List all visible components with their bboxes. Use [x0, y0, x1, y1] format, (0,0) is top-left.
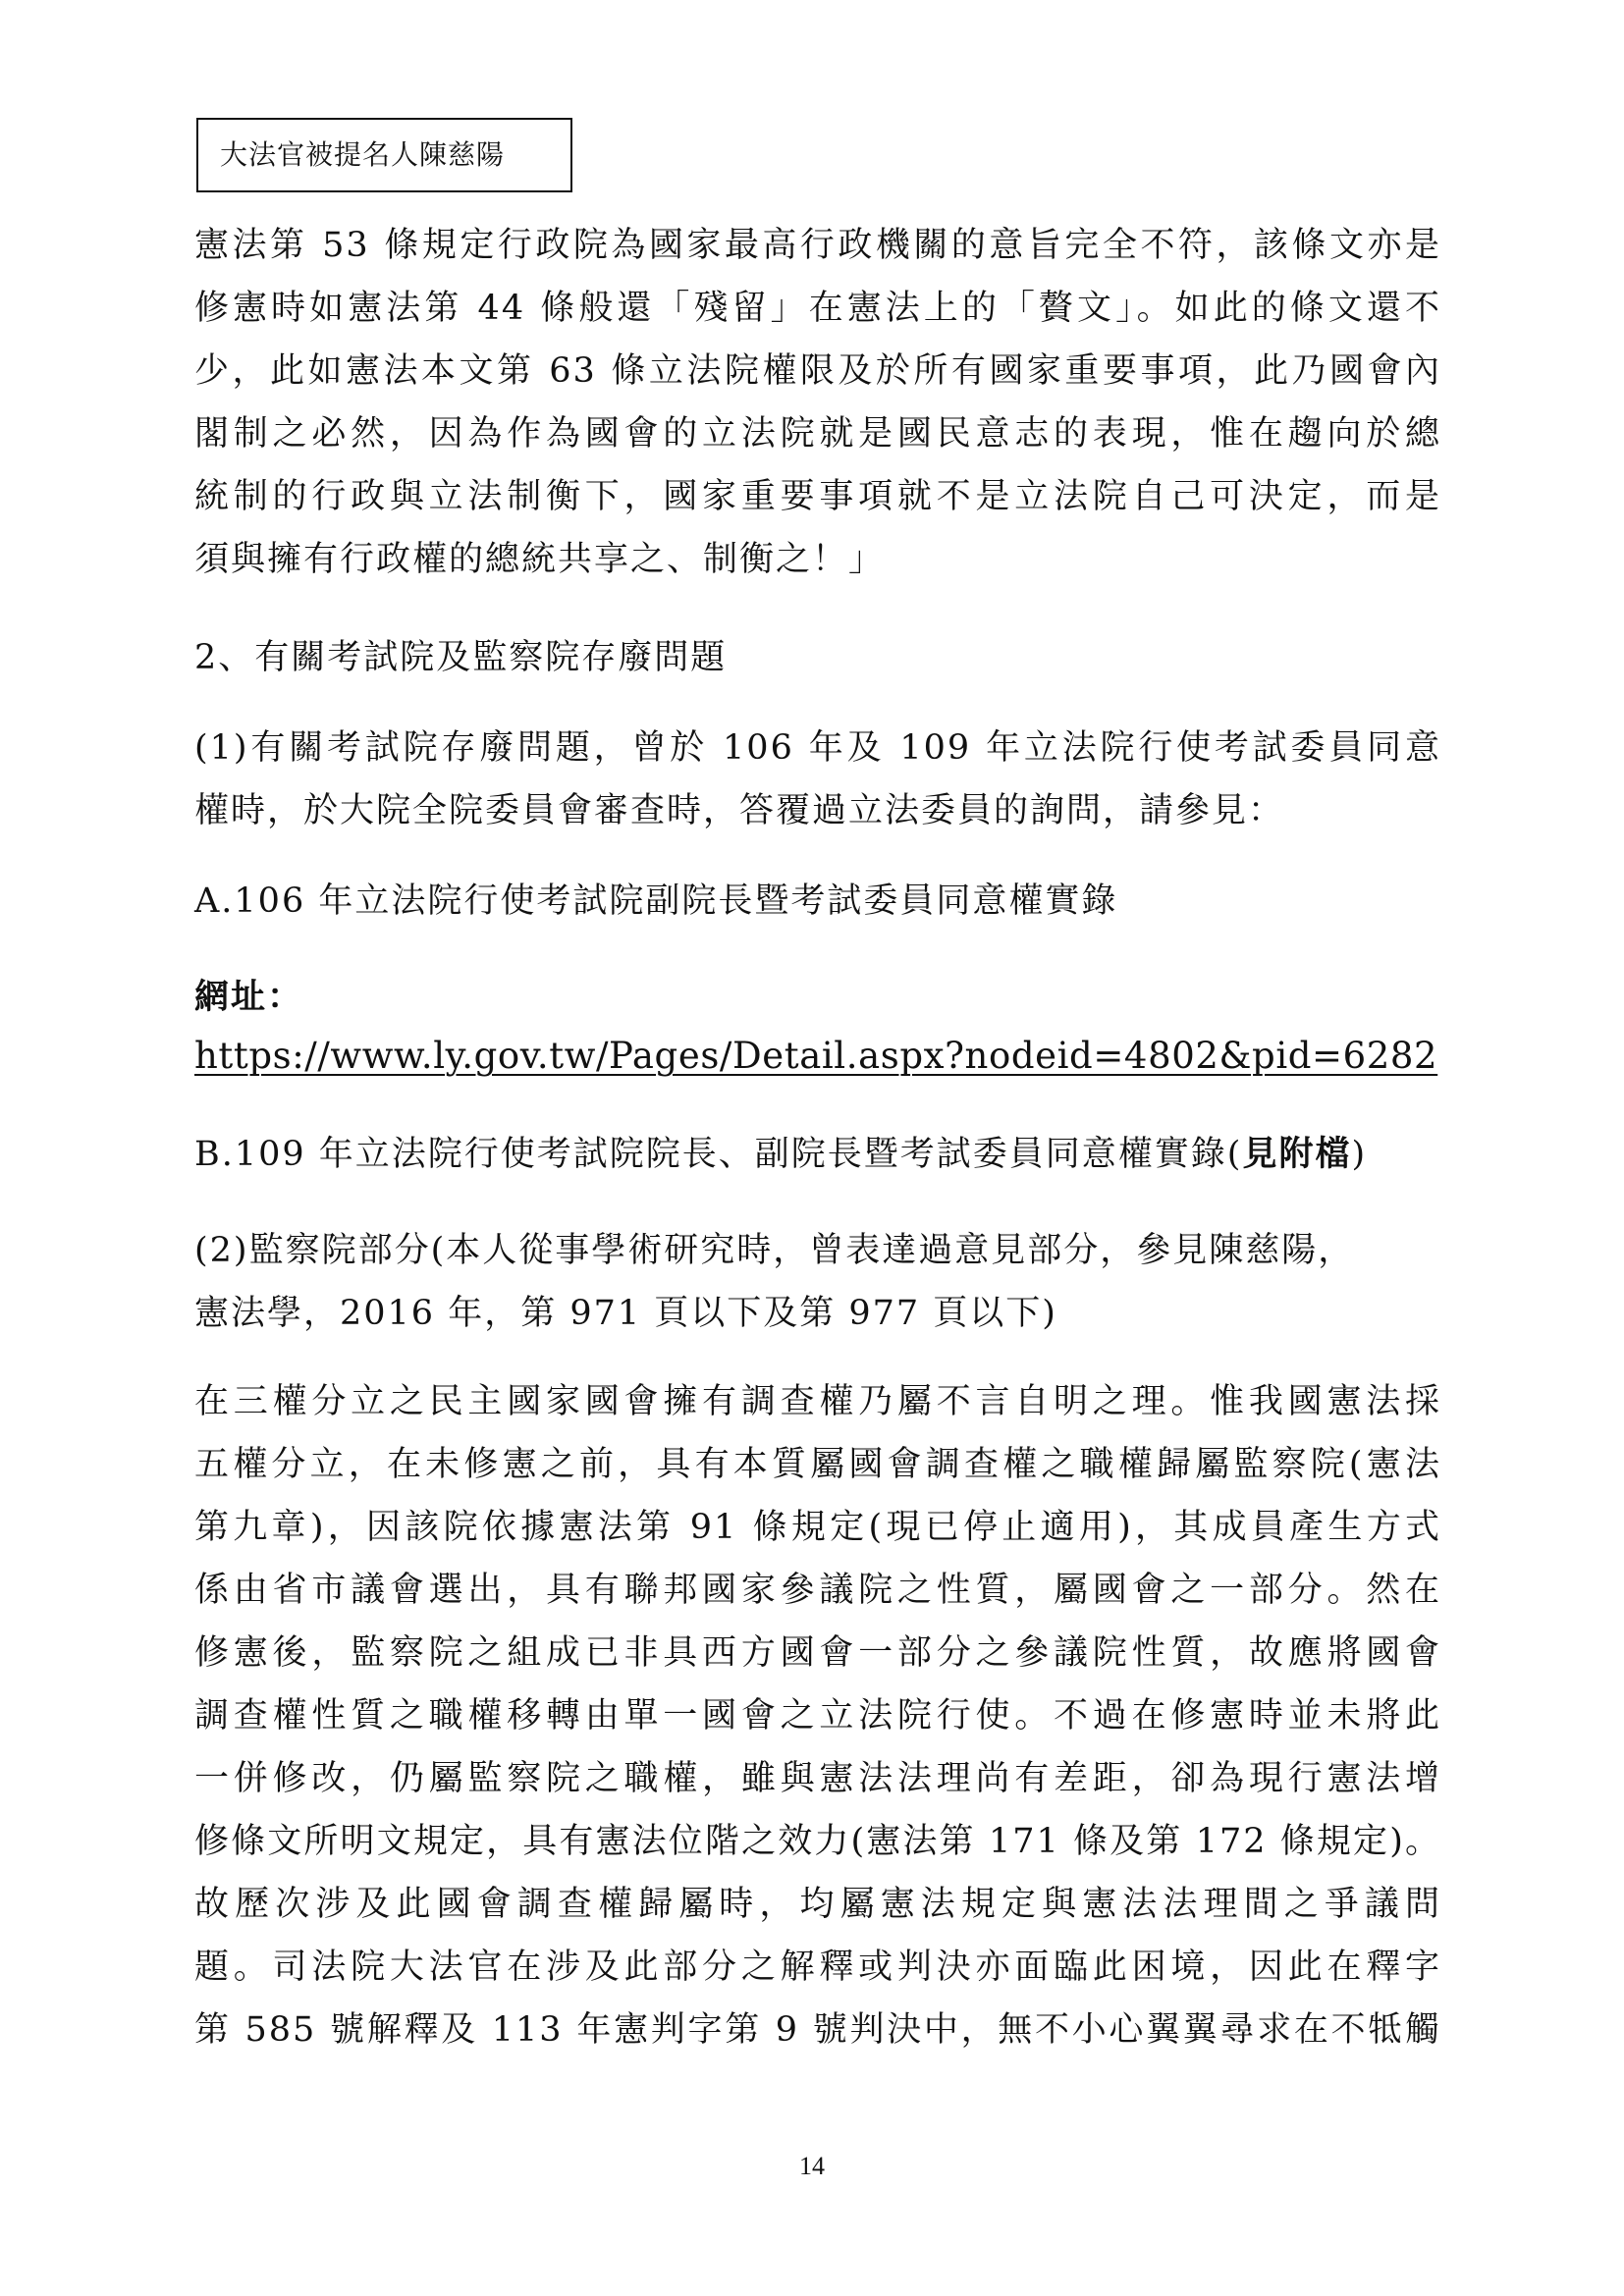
text-line: 修憲後，監察院之組成已非具西方國會一部分之參議院性質，故應將國會: [194, 1633, 1441, 1673]
section-heading: 2、有關考試院及監察院存廢問題: [194, 638, 728, 677]
text-line: 須與擁有行政權的總統共享之、制衡之！」: [194, 540, 886, 579]
item-b-close: ): [1351, 1135, 1368, 1174]
text-line: 統制的行政與立法制衡下，國家重要事項就不是立法院自己可決定，而是: [194, 477, 1441, 516]
text-line: 一併修改，仍屬監察院之職權，雖與憲法法理尚有差距，卻為現行憲法增: [194, 1759, 1441, 1798]
text-line: 在三權分立之民主國家國會擁有調查權乃屬不言自明之理。惟我國憲法採: [194, 1382, 1441, 1421]
nominee-label-box: 大法官被提名人陳慈陽: [196, 118, 572, 192]
text-line: 權時，於大院全院委員會審查時，答覆過立法委員的詢問，請參見：: [194, 791, 1285, 830]
paragraph-investigation-power: [194, 1370, 1441, 2061]
text-line: 故歷次涉及此國會調查權歸屬時，均屬憲法規定與憲法法理間之爭議問: [194, 1885, 1441, 1924]
text-line: (2)監察院部分(本人從事學術研究時，曾表達過意見部分，參見陳慈陽，: [194, 1231, 1355, 1270]
text-line: 少，此如憲法本文第 63 條立法院權限及於所有國家重要事項，此乃國會內: [194, 351, 1441, 391]
item-b-text: B.109 年立法院行使考試院院長、副院長暨考試委員同意權實錄(: [194, 1135, 1243, 1174]
text-line: 調查權性質之職權移轉由單一國會之立法院行使。不過在修憲時並未將此: [194, 1696, 1441, 1735]
item-a-record: A.106 年立法院行使考試院副院長暨考試委員同意權實錄: [194, 881, 1118, 921]
paragraph-examination-yuan: [194, 717, 1441, 842]
text-line: 憲法學，2016 年，第 971 頁以下及第 977 頁以下): [194, 1294, 1057, 1333]
attachment-note: 見附檔: [1242, 1134, 1352, 1174]
paragraph-constitution-articles: [194, 214, 1441, 591]
page-number: 14: [799, 2152, 825, 2180]
text-line: 題。司法院大法官在涉及此部分之解釋或判決亦面臨此困境，因此在釋字: [194, 1948, 1441, 1987]
text-line: 係由省市議會選出，具有聯邦國家參議院之性質，屬國會之一部分。然在: [194, 1571, 1441, 1610]
website-label: 網址：: [194, 977, 304, 1017]
text-line: 五權分立，在未修憲之前，具有本質屬國會調查權之職權歸屬監察院(憲法: [194, 1445, 1441, 1484]
text-line: 憲法第 53 條規定行政院為國家最高行政機關的意旨完全不符，該條文亦是: [194, 226, 1441, 265]
legislative-yuan-link[interactable]: https://www.ly.gov.tw/Pages/Detail.aspx?nodeid=4802&pid=6282: [194, 1035, 1438, 1077]
paragraph-control-yuan: [194, 1219, 1441, 1345]
text-line: 閣制之必然，因為作為國會的立法院就是國民意志的表現，惟在趨向於總: [194, 414, 1441, 454]
text-line: 修條文所明文規定，具有憲法位階之效力(憲法第 171 條及第 172 條規定)。: [194, 1822, 1441, 1861]
item-b-record: [194, 1123, 1367, 1186]
text-line: 修憲時如憲法第 44 條般還「殘留」在憲法上的「贅文」。如此的條文還不: [194, 289, 1441, 328]
text-line: 第 585 號解釋及 113 年憲判字第 9 號判決中，無不小心翼翼尋求在不牴觸: [194, 2010, 1441, 2050]
text-line: 第九章)，因該院依據憲法第 91 條規定(現已停止適用)，其成員產生方式: [194, 1508, 1441, 1547]
text-line: (1)有關考試院存廢問題，曾於 106 年及 109 年立法院行使考試委員同意: [194, 728, 1441, 768]
